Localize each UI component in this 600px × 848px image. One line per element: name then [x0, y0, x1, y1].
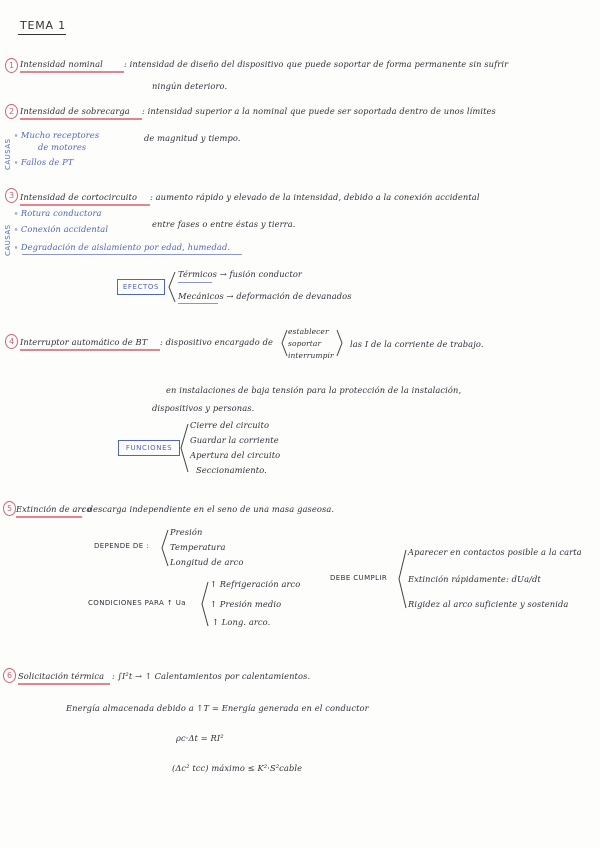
- s1-term-underline: [20, 71, 124, 73]
- s4-function: Apertura del circuito: [190, 450, 281, 460]
- s4-term: Interruptor automático de BT: [20, 337, 148, 347]
- page-title: TEMA 1: [20, 19, 66, 32]
- s5-depends-brace: [158, 528, 170, 568]
- s3-definition-cont: entre fases o entre éstas y tierra.: [152, 219, 296, 229]
- s2-definition-cont: de magnitud y tiempo.: [144, 133, 241, 143]
- s5-condition: ↑ Long. arco.: [212, 617, 271, 627]
- s5-term-underline: [16, 516, 82, 518]
- s2-term: Intensidad de sobrecarga: [20, 106, 130, 116]
- s1-term: Intensidad nominal: [20, 59, 103, 69]
- s5-conditions-label: CONDICIONES PARA ↑ Ua: [88, 599, 186, 607]
- s3-term: Intensidad de cortocircuito: [20, 192, 138, 202]
- s6-definition: : ∫I²t → ↑ Calentamientos por calentamientos.: [112, 671, 311, 681]
- s5-must: Aparecer en contactos posible a la carta: [408, 547, 582, 557]
- s3-effect-underline: [178, 282, 212, 283]
- s5-must: Rigidez al arco suficiente y sostenida: [408, 599, 569, 609]
- s4-function: Guardar la corriente: [190, 435, 279, 445]
- s5-condition: ↑ Presión medio: [210, 599, 282, 609]
- s5-must: Extinción rápidamente: dUa/dt: [408, 574, 541, 584]
- s4-definition-cont: en instalaciones de baja tensión para la protección de la instalación,: [166, 385, 462, 395]
- section-6-number: 6: [3, 668, 16, 683]
- s3-cause: ∘ Rotura conductora: [14, 208, 102, 218]
- s1-definition-cont: ningún deterioro.: [152, 81, 228, 91]
- s5-definition: : descarga independiente en el seno de una masa gaseosa.: [82, 504, 335, 514]
- s3-effect-underline: [178, 303, 218, 304]
- s4-actions-brace-left: [280, 328, 288, 358]
- s5-depends-label: DEPENDE DE :: [94, 542, 149, 550]
- s5-conditions-brace: [198, 580, 210, 628]
- s2-term-underline: [20, 118, 142, 120]
- s3-effects-box: EFECTOS: [117, 279, 165, 295]
- s2-causes-label: CAUSAS: [4, 138, 12, 170]
- s6-term: Solicitación térmica: [18, 671, 105, 681]
- s4-action: establecer: [288, 327, 329, 336]
- s3-definition: : aumento rápido y elevado de la intensidad, debido a la conexión accidental: [150, 192, 480, 202]
- s4-definition-b: las I de la corriente de trabajo.: [350, 339, 484, 349]
- s6-term-underline: [18, 683, 110, 685]
- s3-effect: Térmicos → fusión conductor: [178, 269, 302, 279]
- s2-cause: ∘ Mucho receptores: [14, 130, 100, 140]
- s5-depend: Longitud de arco: [170, 557, 244, 567]
- section-1-number: 1: [5, 58, 18, 73]
- s2-cause: de motores: [38, 142, 87, 152]
- s2-definition: : intensidad superior a la nominal que puede ser soportada dentro de unos límites: [142, 106, 496, 116]
- s5-term: Extinción de arco: [16, 504, 92, 514]
- section-5-number: 5: [3, 501, 16, 516]
- section-3-number: 3: [5, 188, 18, 203]
- s4-definition-cont2: dispositivos y personas.: [152, 403, 255, 413]
- s5-condition: ↑ Refrigeración arco: [210, 579, 301, 589]
- s4-functions-brace: [178, 420, 190, 476]
- s3-causes-label: CAUSAS: [4, 224, 12, 256]
- s6-equation-3: (Δc² tcc) máximo ≤ K²·S²cable: [172, 763, 303, 773]
- s3-term-underline: [20, 204, 150, 206]
- s5-must-label: DEBE CUMPLIR: [330, 574, 388, 582]
- s5-depend: Temperatura: [170, 542, 226, 552]
- s4-function: Seccionamiento.: [196, 465, 267, 475]
- s5-depend: Presión: [170, 527, 203, 537]
- s4-term-underline: [20, 349, 160, 351]
- s4-action: interrumpir: [288, 351, 334, 360]
- s6-equation-2: ρc·Δt = RI²: [176, 733, 224, 743]
- s4-functions-box: FUNCIONES: [118, 440, 180, 456]
- section-2-number: 2: [5, 104, 18, 119]
- s4-actions-brace-right: [336, 328, 344, 358]
- s3-effect: Mecánicos → deformación de devanados: [178, 291, 352, 301]
- s3-cause: ∘ Degradación de aislamiento por edad, humedad.: [14, 242, 231, 252]
- s4-definition: : dispositivo encargado de: [160, 337, 274, 347]
- s1-definition: : intensidad de diseño del dispositivo que puede soportar de forma permanente sin sufrir: [124, 59, 509, 69]
- s3-cause-underline: [22, 254, 242, 255]
- s4-function: Cierre del circuito: [190, 420, 270, 430]
- s6-equation-1: Energía almacenada debido a ↑T = Energía generada en el conductor: [66, 703, 369, 713]
- title-underline: [18, 34, 66, 35]
- s2-cause: ∘ Fallos de PT: [14, 157, 74, 167]
- s3-cause: ∘ Conexión accidental: [14, 224, 109, 234]
- s5-must-brace: [396, 548, 408, 610]
- s3-effects-brace: [165, 270, 177, 304]
- section-4-number: 4: [5, 334, 18, 349]
- s4-action: soportar: [288, 339, 322, 348]
